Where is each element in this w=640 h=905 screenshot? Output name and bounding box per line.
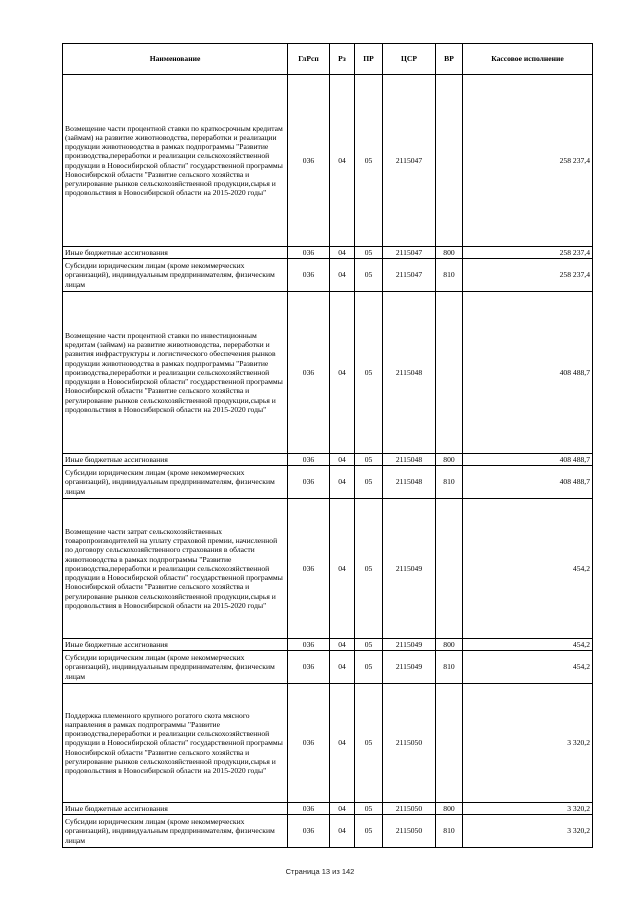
table-cell-glrsp: 036: [288, 815, 330, 848]
table-cell-pr: 05: [355, 259, 383, 292]
table-row: [63, 292, 593, 454]
table-cell-glrsp: 036: [288, 454, 330, 466]
table-cell-cash-execution: 454,2: [463, 651, 593, 684]
table-cell-rz: 04: [330, 684, 355, 803]
table-cell-cash-execution: 3 320,2: [463, 815, 593, 848]
table-cell-cash-execution: 408 488,7: [463, 454, 593, 466]
header-name: Наименование: [63, 44, 288, 75]
table-header: [63, 44, 593, 75]
table-cell-rz: 04: [330, 803, 355, 815]
table-cell-pr: 05: [355, 651, 383, 684]
table-cell-csr: 2115049: [383, 639, 436, 651]
table-cell-vr: [436, 75, 463, 247]
table-cell-vr: [436, 292, 463, 454]
table-cell-cash-execution: 258 237,4: [463, 247, 593, 259]
table-cell-glrsp: 036: [288, 651, 330, 684]
table-cell-glrsp: 036: [288, 247, 330, 259]
table-cell-name: Иные бюджетные ассигнования: [63, 247, 288, 259]
header-csr: ЦСР: [383, 44, 436, 75]
budget-table: [62, 43, 593, 848]
table-cell-name: Возмещение части процентной ставки по инвестиционным кредитам (займам) на развитие животноводства, переработки и развития инфраструктуры и логистического обеспечения рынков продукции животноводства в рамках подпрограммы "Развитие производства,переработки и реализации сельскохозяйственной продукции в Новосибирской области" государственной программы Новосибирской области "Развитие сельского хозяйства и регулирование рынков сельскохозяйственной продукции,сырья и продовольствия в Новосибирской области на 2015-2020 годы": [63, 292, 288, 454]
table-cell-rz: 04: [330, 499, 355, 639]
header-glrsp: ГлРсп: [288, 44, 330, 75]
table-cell-name: Иные бюджетные ассигнования: [63, 454, 288, 466]
table-cell-vr: 810: [436, 651, 463, 684]
table-cell-glrsp: 036: [288, 639, 330, 651]
table-cell-pr: 05: [355, 684, 383, 803]
table-cell-csr: 2115049: [383, 499, 436, 639]
table-cell-glrsp: 036: [288, 499, 330, 639]
table-row: [63, 815, 593, 848]
table-row: [63, 466, 593, 499]
table-cell-cash-execution: 408 488,7: [463, 466, 593, 499]
table-cell-vr: 810: [436, 259, 463, 292]
table-cell-csr: 2115048: [383, 454, 436, 466]
table-row: [63, 75, 593, 247]
table-cell-pr: 05: [355, 639, 383, 651]
table-cell-glrsp: 036: [288, 75, 330, 247]
table-cell-cash-execution: 454,2: [463, 499, 593, 639]
table-cell-name: Субсидии юридическим лицам (кроме некоммерческих организаций), индивидуальным предпринимателям, физическим лицам: [63, 466, 288, 499]
table-cell-glrsp: 036: [288, 684, 330, 803]
table-cell-cash-execution: 258 237,4: [463, 75, 593, 247]
table-cell-vr: [436, 684, 463, 803]
table-cell-vr: 800: [436, 639, 463, 651]
table-row: [63, 454, 593, 466]
table-cell-pr: 05: [355, 292, 383, 454]
table-cell-vr: 800: [436, 247, 463, 259]
table-cell-glrsp: 036: [288, 259, 330, 292]
table-cell-pr: 05: [355, 815, 383, 848]
table-cell-csr: 2115050: [383, 684, 436, 803]
table-cell-rz: 04: [330, 815, 355, 848]
table-cell-glrsp: 036: [288, 803, 330, 815]
table-cell-vr: 810: [436, 815, 463, 848]
table-cell-name: Иные бюджетные ассигнования: [63, 639, 288, 651]
table-cell-glrsp: 036: [288, 292, 330, 454]
header-row: [63, 44, 593, 75]
table-cell-name: Иные бюджетные ассигнования: [63, 803, 288, 815]
table-cell-vr: [436, 499, 463, 639]
table-cell-rz: 04: [330, 292, 355, 454]
table-body: [63, 75, 593, 848]
table-cell-csr: 2115050: [383, 803, 436, 815]
table-row: [63, 639, 593, 651]
table-cell-rz: 04: [330, 454, 355, 466]
page-number: Страница 13 из 142: [285, 867, 355, 876]
table-row: [63, 684, 593, 803]
header-rz: Рз: [330, 44, 355, 75]
table-cell-csr: 2115048: [383, 292, 436, 454]
table-cell-vr: 800: [436, 803, 463, 815]
table-cell-csr: 2115047: [383, 247, 436, 259]
table-cell-rz: 04: [330, 639, 355, 651]
table-cell-cash-execution: 454,2: [463, 639, 593, 651]
table-row: [63, 803, 593, 815]
table-cell-csr: 2115047: [383, 259, 436, 292]
table-cell-name: Субсидии юридическим лицам (кроме некоммерческих организаций), индивидуальным предпринимателям, физическим лицам: [63, 815, 288, 848]
table-cell-csr: 2115047: [383, 75, 436, 247]
table-cell-name: Поддержка племенного крупного рогатого скота мясного направления в рамках подпрограммы "Развитие производства,переработки и реализации сельскохозяйственной продукции в Новосибирской области" государственной программы Новосибирской области "Развитие сельского хозяйства и регулирование рынков сельскохозяйственной продукции,сырья и продовольствия в Новосибирской области на 2015-2020 годы": [63, 684, 288, 803]
table-cell-cash-execution: 3 320,2: [463, 684, 593, 803]
table-cell-rz: 04: [330, 259, 355, 292]
table-cell-rz: 04: [330, 651, 355, 684]
table-row: [63, 499, 593, 639]
table-cell-rz: 04: [330, 75, 355, 247]
table-cell-rz: 04: [330, 466, 355, 499]
table-cell-pr: 05: [355, 466, 383, 499]
table-cell-vr: 810: [436, 466, 463, 499]
table-cell-cash-execution: 408 488,7: [463, 292, 593, 454]
header-pr: ПР: [355, 44, 383, 75]
table-cell-pr: 05: [355, 454, 383, 466]
header-vr: ВР: [436, 44, 463, 75]
table-cell-name: Субсидии юридическим лицам (кроме некоммерческих организаций), индивидуальным предпринимателям, физическим лицам: [63, 259, 288, 292]
table-cell-vr: 800: [436, 454, 463, 466]
table-cell-pr: 05: [355, 499, 383, 639]
table-cell-name: Субсидии юридическим лицам (кроме некоммерческих организаций), индивидуальным предпринимателям, физическим лицам: [63, 651, 288, 684]
table-row: [63, 651, 593, 684]
table-cell-rz: 04: [330, 247, 355, 259]
table-row: [63, 247, 593, 259]
table-cell-cash-execution: 258 237,4: [463, 259, 593, 292]
header-cash-execution: Кассовое исполнение: [463, 44, 593, 75]
table-cell-pr: 05: [355, 75, 383, 247]
table-row: [63, 259, 593, 292]
table-cell-name: Возмещение части процентной ставки по краткосрочным кредитам (займам) на развитие животноводства, переработки и реализации продукции животноводства в рамках подпрограммы "Развитие производства,переработки и реализации сельскохозяйственной продукции в Новосибирской области" государственной программы Новосибирской области "Развитие сельского хозяйства и регулирование рынков сельскохозяйственной продукции,сырья и продовольствия в Новосибирской области на 2015-2020 годы": [63, 75, 288, 247]
table-cell-name: Возмещение части затрат сельскохозяйственных товаропроизводителей на уплату страховой премии, начисленной по договору сельскохозяйственного страхования в области животноводства в рамках подпрограммы "Развитие производства,переработки и реализации сельскохозяйственной продукции в Новосибирской области" государственной программы Новосибирской области "Развитие сельского хозяйства и регулирование рынков сельскохозяйственной продукции,сырья и продовольствия в Новосибирской области на 2015-2020 годы": [63, 499, 288, 639]
table-cell-csr: 2115048: [383, 466, 436, 499]
table-cell-pr: 05: [355, 247, 383, 259]
table-cell-csr: 2115049: [383, 651, 436, 684]
table-cell-pr: 05: [355, 803, 383, 815]
table-cell-csr: 2115050: [383, 815, 436, 848]
table-cell-cash-execution: 3 320,2: [463, 803, 593, 815]
table-cell-glrsp: 036: [288, 466, 330, 499]
